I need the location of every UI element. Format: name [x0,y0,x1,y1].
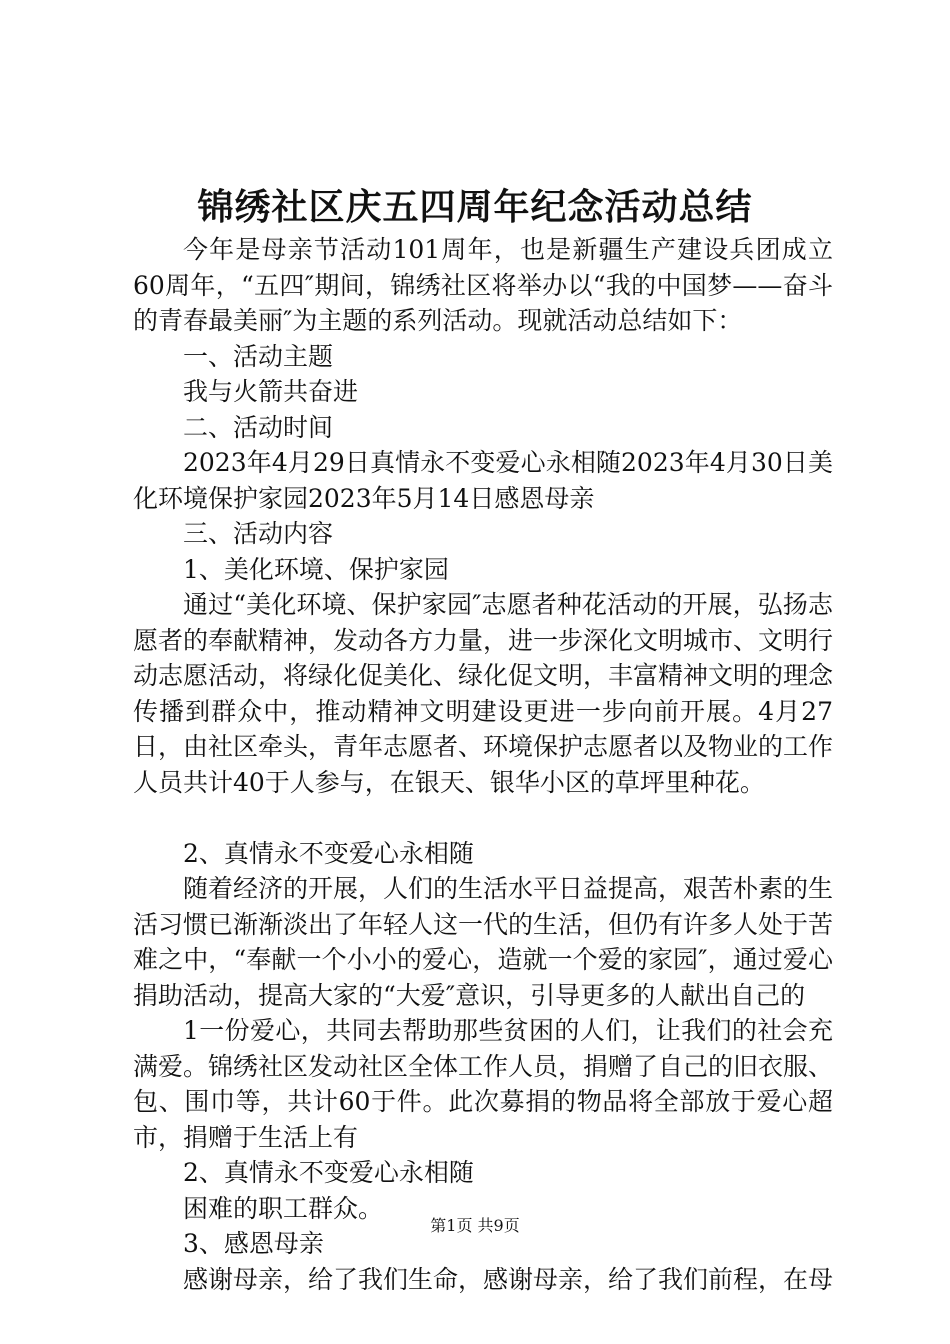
document-title: 锦绣社区庆五四周年纪念活动总结 [197,186,753,228]
workers-text: 困难的职工群众。 [183,1193,384,1223]
section-heading-content: 三、活动内容 [183,519,334,548]
donation-paragraph: 1一份爱心，共同去帮助那些贫困的人们，让我们的社会充满爱。锦绣社区发动社区全体工作人员，捐赠了自己的旧衣服、包、围巾等，共计60于件。此次募捐的物品将全部放于爱心超市，捐赠于生活上有 [133,1016,834,1152]
time-text: 2023年4月29日真情永不变爱心永相随2023年4月30日美化环境保护家园2023年5月14日感恩母亲 [133,448,833,513]
document-body [133,232,833,1297]
theme-text: 我与火箭共奋进 [183,377,359,406]
mother-paragraph: 感谢母亲，给了我们生命，感谢母亲，给了我们前程，在母 [183,1264,834,1294]
page-number: 第1页 共9页 [430,1216,520,1235]
subheading-love: 2、真情永不变爱心永相随 [183,838,474,868]
environment-paragraph: 通过“美化环境、保护家园″志愿者种花活动的开展，弘扬志愿者的奉献精神，发动各方力量，进一步深化文明城市、文明行动志愿活动，将绿化促美化、绿化促文明，丰富精神文明的理念传播到群众中，推动精神文明建设更进一步向前开展。4月27日，由社区牵头，青年志愿者、环境保护志愿者以及物业的工作人员共计40于人参与，在银天、银华小区的草坪里种花。 [133,590,834,797]
subheading-mother: 3、感恩母亲 [183,1229,324,1258]
love-paragraph: 随着经济的开展，人们的生活水平日益提高，艰苦朴素的生活习惯已渐渐淡出了年轻人这一代的生活，但仍有许多人处于苦难之中，“奉献一个小小的爱心，造就一个爱的家园″，通过爱心捐助活动，提高大家的“大爱″意识，引导更多的人献出自己的 [133,874,834,1010]
subheading-love-repeat: 2、真情永不变爱心永相随 [183,1158,474,1187]
section-heading-time: 二、活动时间 [183,412,334,442]
paragraph-gap [133,800,833,836]
section-heading-theme: 一、活动主题 [183,341,334,371]
intro-paragraph: 今年是母亲节活动101周年，也是新疆生产建设兵团成立60周年，“五四″期间，锦绣社区将举办以“我的中国梦——奋斗的青春最美丽″为主题的系列活动。现就活动总结如下： [133,235,833,335]
subheading-environment: 1、美化环境、保护家园 [183,554,449,584]
